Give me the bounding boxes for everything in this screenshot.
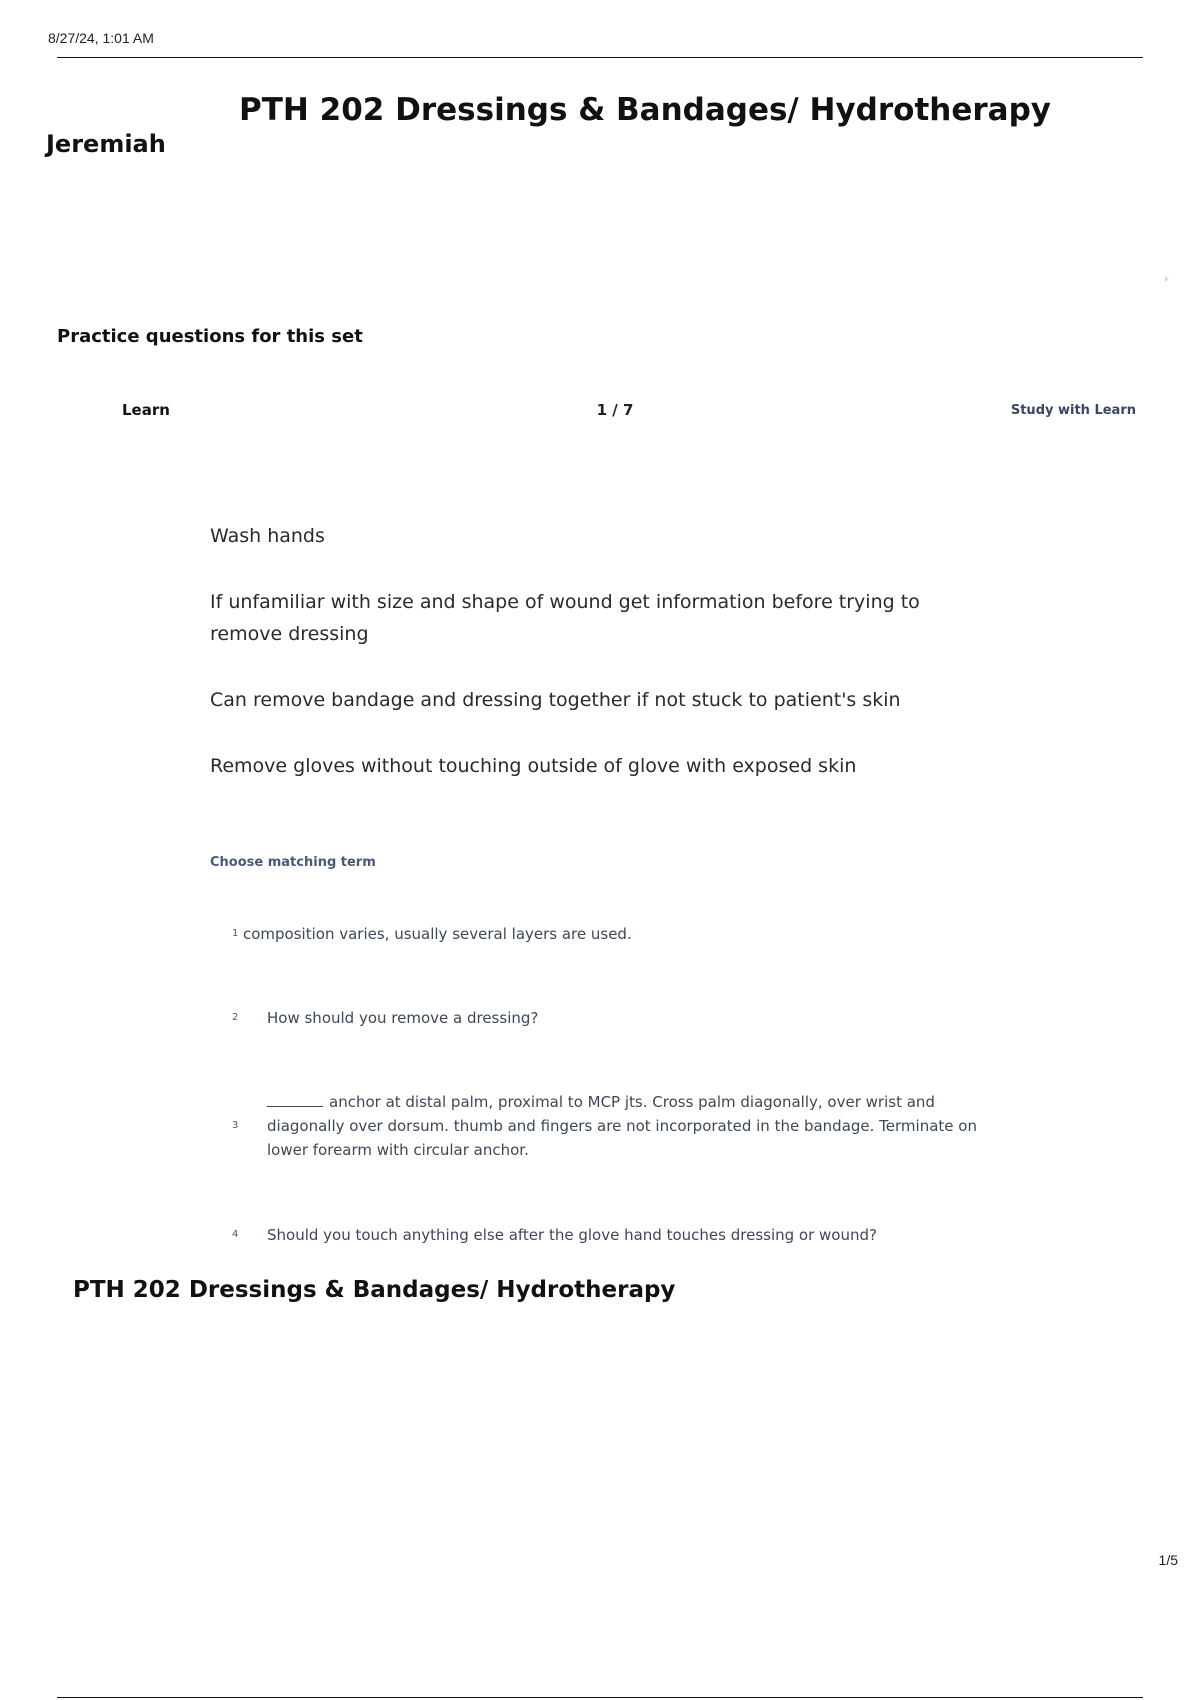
option-text-wrapper <box>267 1090 987 1162</box>
option-number: 3 <box>232 1120 239 1131</box>
page-title: PTH 202 Dressings & Bandages/ Hydrotherapy <box>239 92 1051 128</box>
footer-title: PTH 202 Dressings & Bandages/ Hydrotherapy <box>73 1277 676 1303</box>
bottom-divider <box>57 1697 1143 1698</box>
option-text: Should you touch anything else after the glove hand touches dressing or wound? <box>267 1226 877 1244</box>
practice-heading: Practice questions for this set <box>57 326 363 347</box>
option-number: 2 <box>232 1012 239 1023</box>
option-text: anchor at distal palm, proximal to MCP jts. Cross palm diagonally, over wrist and diagonally over dorsum. thumb and fingers are not incorporated in the bandage. Terminate on lower forearm with circular anchor. <box>267 1093 977 1159</box>
option-text: How should you remove a dressing? <box>267 1009 539 1027</box>
definition-line: Remove gloves without touching outside of glove with exposed skin <box>210 755 857 777</box>
option-number: 4 <box>232 1229 239 1240</box>
definition-line: Can remove bandage and dressing together if not stuck to patient's skin <box>210 689 901 711</box>
study-with-learn-link[interactable]: Study with Learn <box>1010 403 1136 418</box>
definition-line: Wash hands <box>210 525 325 547</box>
learn-mode-label: Learn <box>122 401 170 419</box>
answer-option-3[interactable] <box>232 1090 992 1162</box>
print-timestamp: 8/27/24, 1:01 AM <box>48 30 154 46</box>
fill-in-blank <box>267 1106 323 1107</box>
question-counter: 1 / 7 <box>596 401 634 419</box>
choose-matching-term-prompt: Choose matching term <box>210 855 376 870</box>
scroll-caret-icon <box>1165 276 1169 282</box>
definition-card <box>210 520 990 816</box>
page-number: 1/5 <box>1158 1552 1178 1568</box>
definition-line: If unfamiliar with size and shape of wound get information before trying to remove dressing <box>210 591 920 645</box>
author-name: Jeremiah <box>46 130 166 158</box>
top-divider <box>57 57 1143 58</box>
option-number: 1 <box>232 928 239 939</box>
option-text: composition varies, usually several layers are used. <box>243 925 632 943</box>
